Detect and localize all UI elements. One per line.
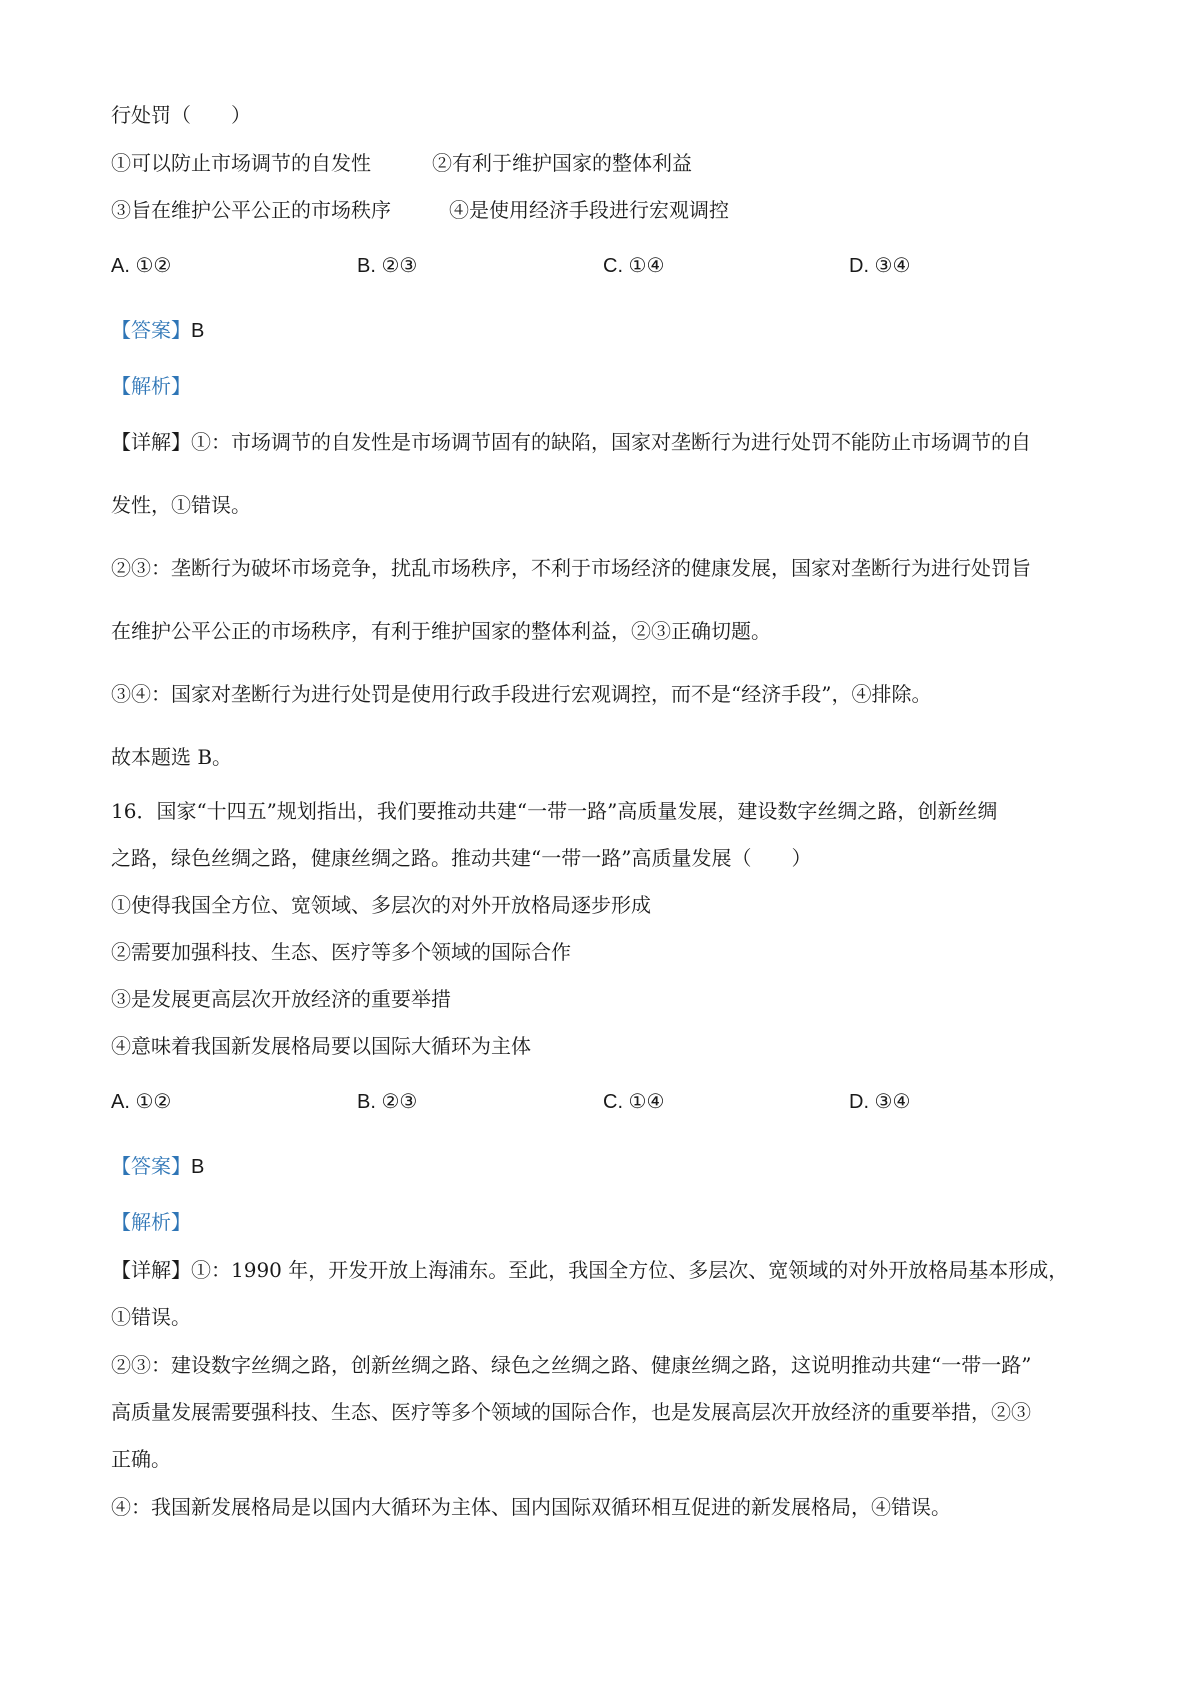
q16-detail-1-line1: 【详解】①：1990 年，开发开放上海浦东。至此，我国全方位、多层次、宽领域的对外开放格局基本形成， bbox=[111, 1258, 1069, 1282]
q15-detail-1-line2: 发性，①错误。 bbox=[111, 493, 251, 517]
q16-option-c: C. ①④ bbox=[603, 1091, 665, 1113]
q16-stem-line2: 之路，绿色丝绸之路，健康丝绸之路。推动共建“一带一路”高质量发展（ ） bbox=[111, 846, 812, 870]
q15-answer bbox=[111, 316, 204, 345]
q15-choice-4: ④是使用经济手段进行宏观调控 bbox=[449, 198, 729, 222]
answer-value: B bbox=[191, 320, 205, 342]
q16-stem-line1: 16．国家“十四五”规划指出，我们要推动共建“一带一路”高质量发展，建设数字丝绸之路，创新丝绸 bbox=[111, 799, 998, 823]
q15-option-b: B. ②③ bbox=[357, 255, 418, 277]
answer-label: 【答案】 bbox=[111, 318, 191, 342]
q16-option-d: D. ③④ bbox=[849, 1091, 911, 1113]
q16-analysis-label: 【解析】 bbox=[111, 1210, 191, 1234]
q16-detail-2-line2: 高质量发展需要强科技、生态、医疗等多个领域的国际合作，也是发展高层次开放经济的重要举措，②③ bbox=[111, 1400, 1031, 1424]
q16-detail-3: ④：我国新发展格局是以国内大循环为主体、国内国际双循环相互促进的新发展格局，④错误。 bbox=[111, 1495, 951, 1519]
q16-choice-1: ①使得我国全方位、宽领域、多层次的对外开放格局逐步形成 bbox=[111, 893, 651, 917]
q15-choice-3: ③旨在维护公平公正的市场秩序 bbox=[111, 198, 391, 222]
q16-choice-4: ④意味着我国新发展格局要以国际大循环为主体 bbox=[111, 1034, 531, 1058]
q16-choice-3: ③是发展更高层次开放经济的重要举措 bbox=[111, 987, 451, 1011]
q16-detail-2-line3: 正确。 bbox=[111, 1447, 171, 1471]
q16-option-b: B. ②③ bbox=[357, 1091, 418, 1113]
q15-choice-1: ①可以防止市场调节的自发性 bbox=[111, 151, 371, 175]
q15-detail-2-line2: 在维护公平公正的市场秩序，有利于维护国家的整体利益，②③正确切题。 bbox=[111, 619, 771, 643]
q15-detail-3: ③④：国家对垄断行为进行处罚是使用行政手段进行宏观调控，而不是“经济手段”，④排除。 bbox=[111, 682, 932, 706]
q15-detail-2-line1: ②③：垄断行为破坏市场竞争，扰乱市场秩序，不利于市场经济的健康发展，国家对垄断行为进行处罚旨 bbox=[111, 556, 1031, 580]
q15-choice-2: ②有利于维护国家的整体利益 bbox=[432, 151, 692, 175]
q16-choice-2: ②需要加强科技、生态、医疗等多个领域的国际合作 bbox=[111, 940, 571, 964]
q15-stem-end: 行处罚（ ） bbox=[111, 103, 251, 127]
q16-answer bbox=[111, 1152, 204, 1181]
q15-option-a: A. ①② bbox=[111, 255, 172, 277]
q15-conclusion: 故本题选 B。 bbox=[111, 745, 233, 769]
q15-option-c: C. ①④ bbox=[603, 255, 665, 277]
q16-detail-1-line2: ①错误。 bbox=[111, 1305, 191, 1329]
answer-label: 【答案】 bbox=[111, 1154, 191, 1178]
q16-option-a: A. ①② bbox=[111, 1091, 172, 1113]
answer-value: B bbox=[191, 1156, 205, 1178]
q15-detail-1-line1: 【详解】①：市场调节的自发性是市场调节固有的缺陷，国家对垄断行为进行处罚不能防止市场调节的自 bbox=[111, 430, 1031, 454]
q15-option-d: D. ③④ bbox=[849, 255, 911, 277]
q16-detail-2-line1: ②③：建设数字丝绸之路，创新丝绸之路、绿色之丝绸之路、健康丝绸之路，这说明推动共建“一带一路” bbox=[111, 1353, 1032, 1377]
q15-analysis-label: 【解析】 bbox=[111, 374, 191, 398]
